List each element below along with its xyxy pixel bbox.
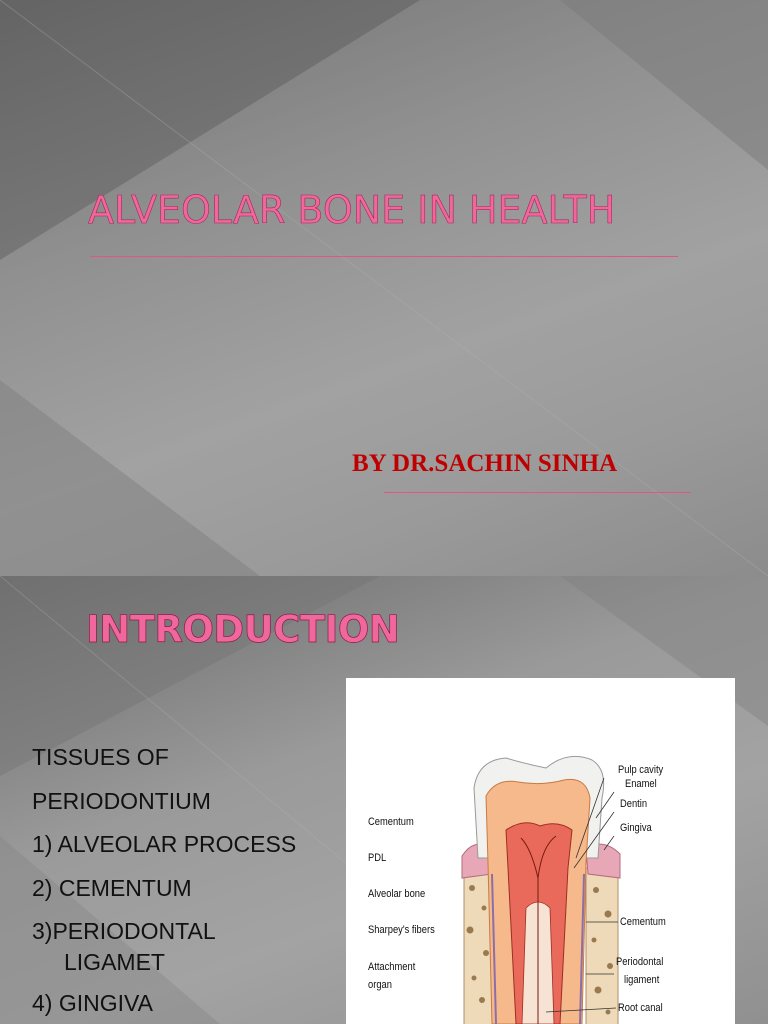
label-pulp-cavity: Pulp cavity — [618, 764, 664, 776]
label-enamel: Enamel — [625, 778, 657, 790]
author-name: BY DR.SACHIN SINHA — [352, 450, 618, 477]
label-alveolar-bone: Alveolar bone — [368, 888, 426, 900]
title-underline — [90, 256, 678, 257]
tissue-list — [32, 736, 296, 1024]
label-root-canal: Root canal — [618, 1002, 663, 1014]
introduction-slide — [0, 576, 768, 1024]
label-periodontal: Periodontal — [616, 956, 664, 968]
list-item: 3)PERIODONTAL — [32, 918, 216, 944]
slide-title: INTRODUCTION — [86, 608, 400, 651]
list-item: 4) GINGIVA — [32, 989, 153, 1016]
label-cementum-right: Cementum — [620, 916, 666, 928]
list-item: LIGAMET — [64, 948, 165, 975]
tooth-anatomy-figure — [346, 678, 735, 1024]
label-pdl: PDL — [368, 852, 387, 864]
slide-title: ALVEOLAR BONE IN HEALTH — [88, 188, 616, 232]
label-attachment: Attachment — [368, 961, 416, 973]
list-item: PERIODONTIUM — [32, 787, 211, 814]
label-sharpeys-fibers: Sharpey's fibers — [368, 924, 435, 936]
author-underline — [384, 492, 691, 493]
label-cementum-left: Cementum — [368, 816, 414, 828]
label-gingiva: Gingiva — [620, 822, 652, 834]
label-organ: organ — [368, 979, 392, 991]
list-item: 2) CEMENTUM — [32, 874, 192, 901]
label-dentin: Dentin — [620, 798, 648, 810]
list-item: TISSUES OF — [32, 744, 169, 770]
list-item: 1) ALVEOLAR PROCESS — [32, 831, 297, 857]
label-ligament: ligament — [624, 974, 660, 986]
